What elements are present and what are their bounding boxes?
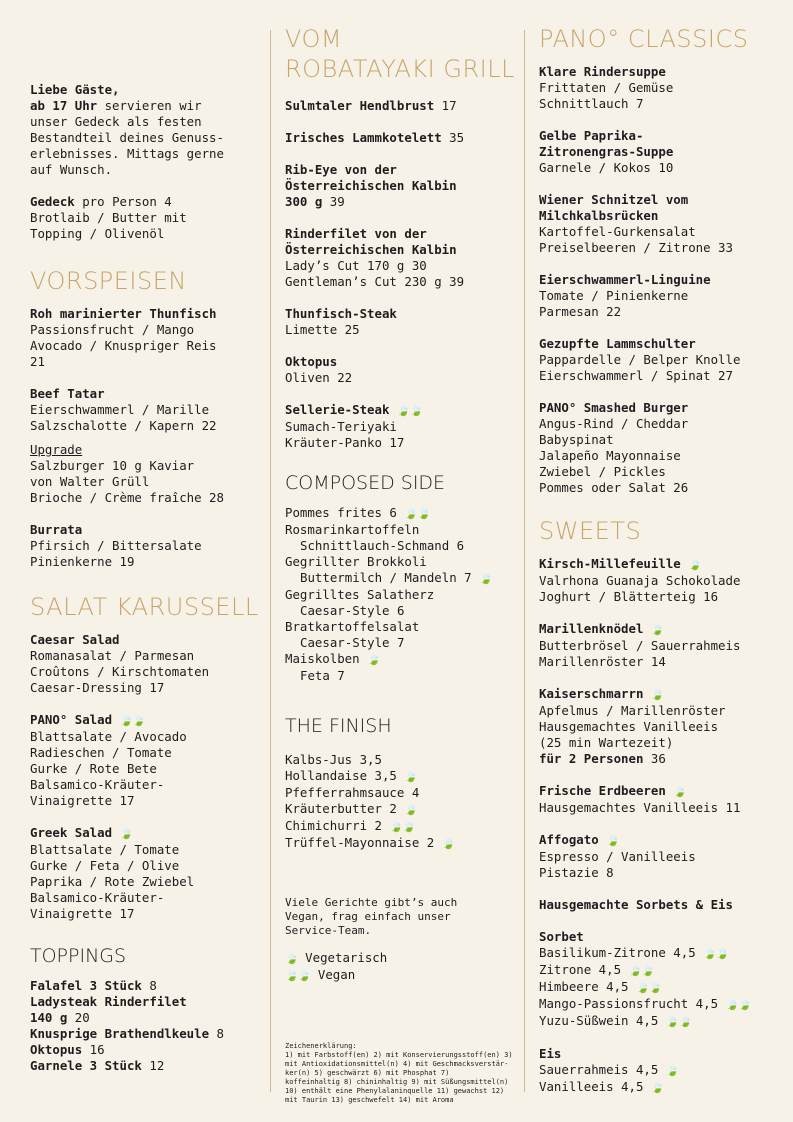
item-desc: Jalapeño Mayonnaise [539, 448, 681, 463]
item-desc: Mango-Passionsfrucht 4,5 [539, 996, 719, 1011]
item-desc: Pommes oder Salat 26 [539, 480, 689, 495]
item-desc: Joghurt / Blätterteig 16 [539, 589, 719, 604]
item-price: 17 [434, 98, 457, 113]
menu-item [539, 64, 779, 112]
item-title: PANO° Smashed Burger [539, 400, 689, 415]
item-desc: Sauerrahmeis 4,5 [539, 1062, 659, 1077]
item-desc: Gurke / Feta / Olive [30, 858, 180, 873]
intro-line: servieren wir [97, 98, 202, 113]
item-title: Klare Rindersuppe [539, 64, 666, 79]
item-desc: (25 min Wartezeit) [539, 735, 674, 750]
item-desc: Babyspinat [539, 432, 614, 447]
topping-price: 8 [141, 978, 157, 993]
note-line: Vegan, frag einfach unser [285, 910, 451, 923]
topping-title: Oktopus [30, 1042, 83, 1057]
item-title: Thunfisch-Steak [285, 306, 397, 321]
side-item: Schnittlauch-Schmand 6 [300, 538, 465, 553]
vegan-leaf-icon: 🍃🍃 [725, 998, 751, 1011]
footnote-line: 1) mit Farbstoff(en) 2) mit Konservierungsstoff(en) 3) [285, 1051, 513, 1059]
item-title: Rib-Eye von der [285, 162, 397, 177]
item-desc: Gurke / Rote Bete [30, 761, 157, 776]
item-desc: Tomate / Pinienkerne [539, 288, 689, 303]
menu-item [539, 336, 779, 384]
vegetarian-leaf-icon: 🍃 [673, 785, 686, 798]
gedeck [30, 194, 260, 242]
menu-item [539, 686, 779, 767]
note-line: Viele Gerichte gibt’s auch [285, 896, 458, 909]
vegan-leaf-icon: 🍃🍃 [404, 507, 430, 520]
item-title: 300 g [285, 194, 323, 209]
item-title: Wiener Schnitzel vom [539, 192, 689, 207]
heading-line: VOM [285, 25, 343, 53]
side-item: Feta 7 [300, 668, 345, 683]
vegan-note [285, 896, 517, 938]
item-desc: Vinaigrette 17 [30, 793, 135, 808]
footnote-line: Zeichenerklärung: [285, 1042, 357, 1050]
vegan-leaf-icon: 🍃🍃 [285, 969, 311, 982]
section-heading-vorspeisen: VORSPEISEN [30, 267, 187, 295]
item-title: Burrata [30, 522, 83, 537]
item-desc: Eierschwammerl / Spinat 27 [539, 368, 733, 383]
item-title: Irisches Lammkotelett [285, 130, 442, 145]
item-desc: Salzburger 10 g Kaviar [30, 458, 195, 473]
item-desc: Vanilleeis 4,5 [539, 1079, 644, 1094]
topping-price: 8 [209, 1026, 224, 1041]
item-desc: Butterbrösel / Sauerrahmeis [539, 638, 741, 653]
vegetarian-leaf-icon: 🍃 [404, 770, 418, 783]
vegan-leaf-icon: 🍃🍃 [665, 1015, 692, 1028]
section-heading-side: COMPOSED SIDE [285, 472, 446, 494]
menu-item [285, 306, 517, 338]
menu-item [30, 306, 260, 370]
intro-text [30, 82, 260, 178]
item-desc: Yuzu-Süßwein 4,5 [539, 1013, 659, 1028]
finish-item: Hollandaise 3,5 [285, 768, 397, 783]
vegan-leaf-icon: 🍃🍃 [628, 964, 654, 977]
item-desc: Sumach-Teriyaki [285, 419, 397, 434]
item-desc: Avocado / Knuspriger Reis [30, 338, 217, 353]
finish-item: Trüffel-Mayonnaise 2 [285, 835, 435, 850]
topping-price: 12 [141, 1058, 165, 1073]
item-title: Eis [539, 1046, 562, 1061]
menu-item [30, 522, 260, 570]
side-item: Gegrillter Brokkoli [285, 554, 427, 569]
intro-line: unser Gedeck als festen [30, 114, 202, 129]
finish-item: Pfefferrahmsauce 4 [285, 785, 420, 800]
item-desc: Romanasalat / Parmesan [30, 648, 195, 663]
vegan-leaf-icon: 🍃🍃 [396, 404, 423, 417]
side-item: Pommes frites 6 [285, 505, 397, 520]
heading-line: ROBATAYAKI GRILL [285, 55, 515, 83]
side-item: Caesar-Style 6 [300, 603, 405, 618]
item-price: 39 [322, 194, 345, 209]
topping-price: 16 [82, 1042, 105, 1057]
menu-item [285, 98, 517, 114]
item-price: 21 [30, 354, 45, 369]
side-list [285, 505, 517, 684]
gedeck-title: Gedeck [30, 194, 75, 209]
item-title: Milchkalbsrücken [539, 208, 659, 223]
vegan-leaf-icon: 🍃🍃 [703, 947, 729, 960]
item-desc: Pfirsich / Bittersalate [30, 538, 202, 553]
item-desc: Frittaten / Gemüse [539, 80, 674, 95]
item-desc: Kräuter-Panko 17 [285, 435, 405, 450]
item-title: Greek Salad [30, 825, 113, 840]
item-desc: Limette 25 [285, 322, 360, 337]
intro-time: ab 17 Uhr [30, 98, 98, 113]
item-desc: Apfelmus / Marillenröster [539, 703, 726, 718]
vegetarian-leaf-icon: 🍃 [119, 827, 133, 840]
menu-item [539, 272, 779, 320]
item-desc: Valrhona Guanaja Schokolade [539, 573, 741, 588]
item-title: Rinderfilet von der [285, 226, 427, 241]
vegan-leaf-icon: 🍃🍃 [389, 820, 415, 833]
vegetarian-leaf-icon: 🍃 [650, 688, 664, 701]
section-heading-salat: SALAT KARUSSELL [30, 593, 259, 621]
item-desc: Pappardelle / Belper Knolle [539, 352, 741, 367]
item-desc: Balsamico-Kräuter- [30, 890, 165, 905]
menu-column-left [30, 82, 260, 1074]
intro-line: auf Wunsch. [30, 162, 113, 177]
item-desc: Marillenröster 14 [539, 654, 666, 669]
item-price: 35 [441, 130, 465, 145]
item-title: Marillenknödel [539, 621, 644, 636]
side-item: Gegrilltes Salatherz [285, 587, 435, 602]
section-heading-toppings: TOPPINGS [30, 945, 127, 967]
footnote-line: 10) enthält eine Phenylalaninquelle 11) gewachst 12) [285, 1087, 505, 1095]
section-heading-grill [285, 24, 517, 84]
item-title: Kirsch-Millefeuille [539, 556, 681, 571]
item-desc: Blattsalate / Tomate [30, 842, 180, 857]
legend-vegetarian: Vegetarisch [305, 950, 388, 965]
vegetarian-leaf-icon: 🍃 [285, 952, 298, 965]
item-desc: Preiselbeeren / Zitrone 33 [539, 240, 733, 255]
item-desc: Paprika / Rote Zwiebel [30, 874, 195, 889]
item-desc: Eierschwammerl / Marille [30, 402, 210, 417]
footnote-line: ker(n) 5) geschwärzt 6) mit Phosphat 7) [285, 1069, 450, 1077]
menu-item [285, 402, 517, 451]
item-title: Affogato [539, 832, 599, 847]
section-heading-finish: THE FINISH [285, 715, 392, 737]
item-desc: Zitrone 4,5 [539, 962, 622, 977]
side-item: Rosmarinkartoffeln [285, 522, 420, 537]
menu-item [30, 386, 260, 506]
topping-title: Ladysteak Rinderfilet [30, 994, 187, 1009]
column-divider-left [270, 30, 271, 1092]
item-desc: Croûtons / Kirschtomaten [30, 664, 210, 679]
finish-item: Kräuterbutter 2 [285, 801, 397, 816]
allergen-footnote [285, 1042, 517, 1105]
item-desc: Brioche / Crème fraîche 28 [30, 490, 224, 505]
item-title: Kaiserschmarrn [539, 686, 644, 701]
finish-list [285, 752, 517, 852]
upgrade-label: Upgrade [30, 442, 83, 457]
gedeck-desc: Brotlaib / Butter mit [30, 210, 187, 225]
footnote-line: mit Taurin 13) geschwefelt 14) mit Aroma [285, 1096, 454, 1104]
item-title: Frische Erdbeeren [539, 783, 666, 798]
menu-item [285, 162, 517, 210]
item-title: Österreichischen Kalbin [285, 242, 457, 257]
menu-item [285, 354, 517, 386]
item-desc: Zwiebel / Pickles [539, 464, 666, 479]
item-desc: Caesar-Dressing 17 [30, 680, 165, 695]
column-divider-right [524, 30, 525, 1092]
topping-title: Falafel 3 Stück [30, 978, 142, 993]
item-title: Sorbet [539, 929, 584, 944]
item-title: Gezupfte Lammschulter [539, 336, 696, 351]
topping-title: Knusprige Brathendlkeule [30, 1026, 210, 1041]
gedeck-price: pro Person 4 [74, 194, 172, 209]
vegetarian-leaf-icon: 🍃 [650, 623, 664, 636]
side-item: Bratkartoffelsalat [285, 619, 420, 634]
item-note: für 2 Personen [539, 751, 644, 766]
item-desc: Kartoffel-Gurkensalat [539, 224, 696, 239]
item-desc: Pistazie 8 [539, 865, 614, 880]
item-title: Eierschwammerl-Linguine [539, 272, 711, 287]
vegetarian-leaf-icon: 🍃 [367, 653, 380, 666]
menu-item [539, 783, 779, 816]
intro-line: Bestandteil deines Genuss- [30, 130, 224, 145]
menu-item [539, 832, 779, 881]
vegetarian-leaf-icon: 🍃 [688, 558, 701, 571]
menu-item [30, 825, 260, 922]
diet-legend [285, 950, 517, 984]
vegetarian-leaf-icon: 🍃 [441, 837, 455, 850]
footnote-line: koffeinhaltig 8) chininhaltig 9) mit Süßungsmittel(n) [285, 1078, 509, 1086]
item-desc: Angus-Rind / Cheddar [539, 416, 689, 431]
menu-item [285, 226, 517, 290]
menu-item [539, 929, 779, 1030]
item-title: Österreichischen Kalbin [285, 178, 457, 193]
item-desc: Vinaigrette 17 [30, 906, 135, 921]
side-item: Buttermilch / Mandeln 7 [300, 570, 472, 585]
intro-line: erlebnisses. Mittags gerne [30, 146, 224, 161]
item-title: Oktopus [285, 354, 338, 369]
menu-item [285, 130, 517, 146]
note-line: Service-Team. [285, 924, 372, 937]
item-desc: Oliven 22 [285, 370, 353, 385]
toppings-list [30, 978, 260, 1074]
section-heading-classics: PANO° CLASSICS [539, 25, 749, 53]
item-desc: Lady’s Cut 170 g 30 [285, 258, 427, 273]
menu-item [539, 400, 779, 496]
menu-column-middle [285, 24, 517, 1105]
menu-item [539, 128, 779, 176]
item-title: Gelbe Paprika- [539, 128, 644, 143]
item-desc: von Walter Grüll [30, 474, 150, 489]
section-heading-sweets: SWEETS [539, 517, 642, 545]
gedeck-desc: Topping / Olivenöl [30, 226, 165, 241]
legend-vegan: Vegan [317, 967, 356, 982]
menu-item [30, 632, 260, 696]
item-desc: Schnittlauch 7 [539, 96, 644, 111]
side-item: Caesar-Style 7 [300, 635, 405, 650]
side-item: Maiskolben [285, 651, 360, 666]
item-desc: Balsamico-Kräuter- [30, 777, 165, 792]
item-desc: Gentleman’s Cut 230 g 39 [285, 274, 465, 289]
item-desc: Espresso / Vanilleeis [539, 849, 696, 864]
item-desc: Pinienkerne 19 [30, 554, 135, 569]
topping-title: 140 g [30, 1010, 68, 1025]
item-desc: Radieschen / Tomate [30, 745, 172, 760]
topping-title: Garnele 3 Stück [30, 1058, 142, 1073]
menu-item [30, 712, 260, 809]
item-title: Caesar Salad [30, 632, 120, 647]
finish-item: Kalbs-Jus 3,5 [285, 752, 382, 767]
item-desc: Garnele / Kokos 10 [539, 160, 674, 175]
menu-item [539, 621, 779, 670]
vegetarian-leaf-icon: 🍃 [404, 803, 418, 816]
vegetarian-leaf-icon: 🍃 [650, 1081, 664, 1094]
topping-price: 20 [67, 1010, 90, 1025]
item-title: Roh marinierter Thunfisch [30, 306, 217, 321]
menu-item [539, 897, 779, 913]
item-price: 36 [643, 751, 666, 766]
footnote-line: mit Antioxidationsmittel(n) 4) mit Geschmacksverstär- [285, 1060, 509, 1068]
item-desc: Parmesan 22 [539, 304, 622, 319]
finish-item: Chimichurri 2 [285, 818, 382, 833]
vegan-leaf-icon: 🍃🍃 [636, 981, 662, 994]
item-desc: Salzschalotte / Kapern 22 [30, 418, 217, 433]
vegan-leaf-icon: 🍃🍃 [119, 714, 145, 727]
item-desc: Hausgemachtes Vanilleeis [539, 719, 719, 734]
item-title: PANO° Salad [30, 712, 113, 727]
item-title: Sellerie-Steak [285, 402, 390, 417]
menu-item [539, 192, 779, 256]
item-title: Sulmtaler Hendlbrust [285, 98, 435, 113]
menu-item [539, 1046, 779, 1096]
vegetarian-leaf-icon: 🍃 [479, 572, 492, 585]
item-title: Zitronengras-Suppe [539, 144, 674, 159]
item-title: Beef Tatar [30, 386, 105, 401]
item-desc: Hausgemachtes Vanilleeis 11 [539, 800, 741, 815]
menu-item [539, 556, 779, 605]
item-desc: Himbeere 4,5 [539, 979, 629, 994]
greeting: Liebe Gäste, [30, 82, 120, 97]
item-desc: Blattsalate / Avocado [30, 729, 187, 744]
item-title: Hausgemachte Sorbets & Eis [539, 897, 733, 912]
vegetarian-leaf-icon: 🍃 [665, 1064, 679, 1077]
vegetarian-leaf-icon: 🍃 [606, 834, 619, 847]
item-desc: Basilikum-Zitrone 4,5 [539, 945, 696, 960]
item-desc: Passionsfrucht / Mango [30, 322, 195, 337]
menu-column-right [539, 24, 779, 1112]
